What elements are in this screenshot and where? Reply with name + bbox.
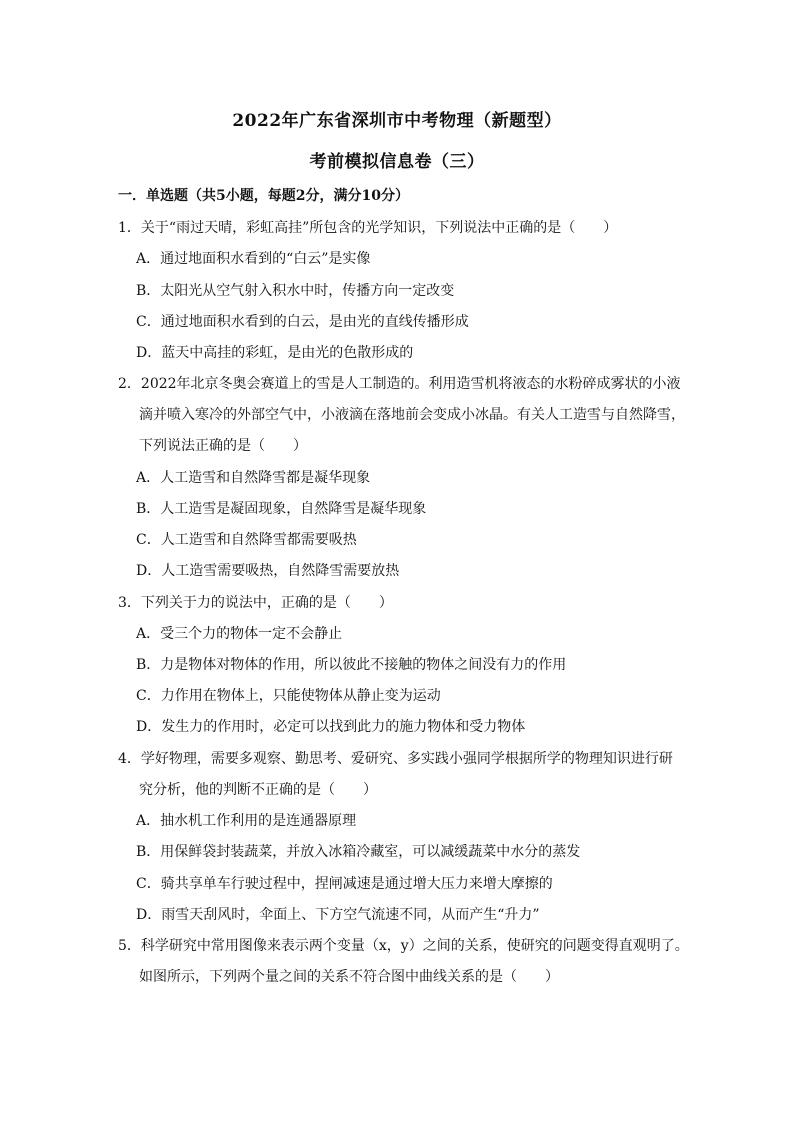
option-b: B．力是物体对物体的作用，所以彼此不接触的物体之间没有力的作用 <box>136 657 567 673</box>
option-c: C．骑共享单车行驶过程中，捏闸减速是通过增大压力来增大摩擦的 <box>136 876 553 892</box>
option-b: B．太阳光从空气射入积水中时，传播方向一定改变 <box>136 283 455 299</box>
option-d: D．雨雪天刮风时，伞面上、下方空气流速不同，从而产生“升力” <box>136 907 540 923</box>
question-stem-continued: 滴并喷入寒冷的外部空气中，小液滴在落地前会变成小冰晶。有关人工造雪与自然降雪， <box>139 407 685 423</box>
question-stem: 4．学好物理，需要多观察、勤思考、爱研究、多实践小强同学根据所学的物理知识进行研 <box>118 751 673 767</box>
question-stem: 3．下列关于力的说法中，正确的是（ ） <box>118 595 393 611</box>
question-stem-continued: 究分析，他的判断不正确的是（ ） <box>139 782 377 798</box>
document-title: 2022年广东省深圳市中考物理（新题型） <box>232 111 562 131</box>
option-c: C．力作用在物体上，只能使物体从静止变为运动 <box>136 688 441 704</box>
option-c: C．通过地面积水看到的白云，是由光的直线传播形成 <box>136 314 469 330</box>
section-heading: 一．单选题（共5小题，每题2分，满分10分） <box>118 188 409 204</box>
option-c: C．人工造雪和自然降雪都需要吸热 <box>136 532 357 548</box>
question-stem-continued: 如图所示，下列两个量之间的关系不符合图中曲线关系的是（ ） <box>139 969 559 985</box>
option-d: D．人工造雪需要吸热，自然降雪需要放热 <box>136 563 400 579</box>
document-subtitle: 考前模拟信息卷（三） <box>309 152 485 172</box>
question-stem: 5．科学研究中常用图像来表示两个变量（x，y）之间的关系，使研究的问题变得直观明了。 <box>118 938 689 954</box>
option-d: D．蓝天中高挂的彩虹，是由光的色散形成的 <box>136 345 414 361</box>
option-b: B．人工造雪是凝固现象，自然降雪是凝华现象 <box>136 501 427 517</box>
option-b: B．用保鲜袋封装蔬菜，并放入冰箱冷藏室，可以减缓蔬菜中水分的蒸发 <box>136 844 581 860</box>
question-stem-continued: 下列说法正确的是（ ） <box>139 438 307 454</box>
option-a: A．受三个力的物体一定不会静止 <box>136 626 343 642</box>
option-a: A．通过地面积水看到的“白云”是实像 <box>136 251 371 267</box>
question-stem: 1．关于“雨过天晴，彩虹高挂”所包含的光学知识，下列说法中正确的是（ ） <box>118 220 618 236</box>
option-a: A．抽水机工作利用的是连通器原理 <box>136 813 357 829</box>
option-d: D．发生力的作用时，必定可以找到此力的施力物体和受力物体 <box>136 719 526 735</box>
option-a: A．人工造雪和自然降雪都是凝华现象 <box>136 470 371 486</box>
question-stem: 2．2022年北京冬奥会赛道上的雪是人工制造的。利用造雪机将液态的水粉碎成雾状的小液 <box>118 376 681 392</box>
